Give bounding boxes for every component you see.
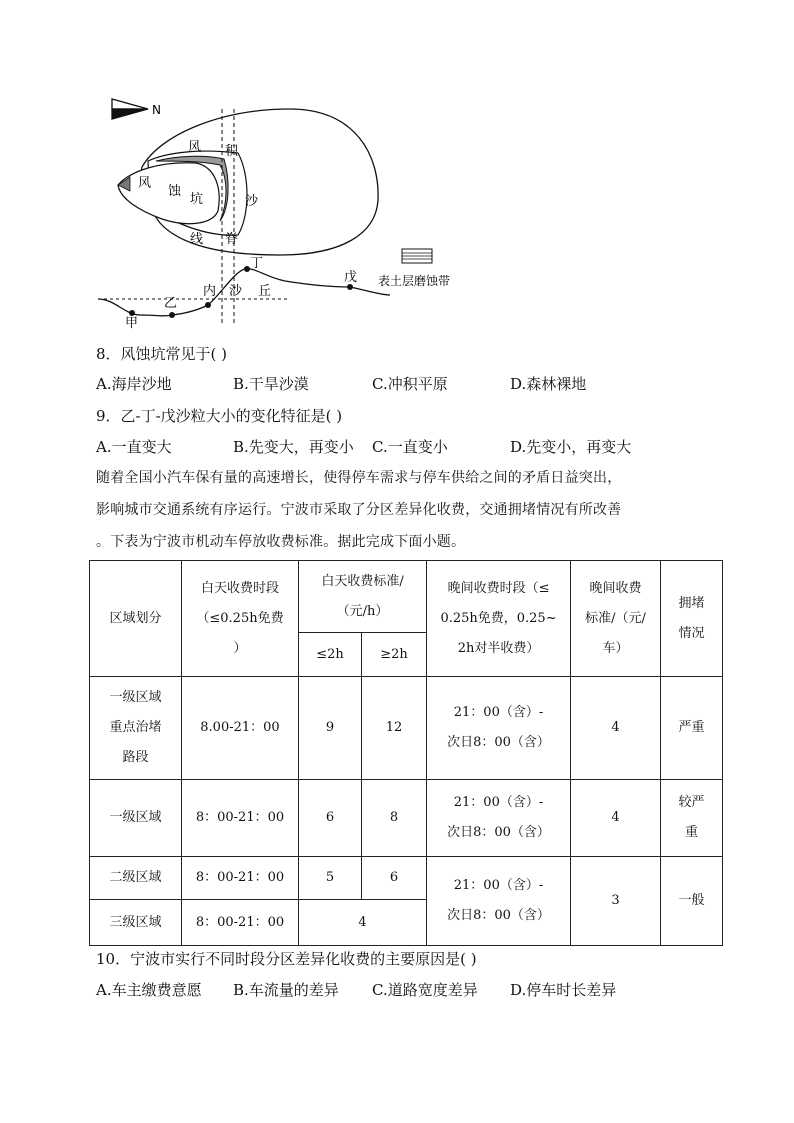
cell-day-std-merged: 4: [299, 900, 427, 946]
parking-fee-table: [89, 560, 723, 946]
cell-night-std: 4: [571, 677, 661, 780]
header-day-period: 白天收费时段 （≤0.25h免费 ）: [182, 561, 299, 677]
q10-option-a[interactable]: A.车主缴费意愿: [96, 981, 202, 999]
label-nei: 内: [203, 284, 217, 299]
label-ji: 积: [225, 144, 239, 159]
label-feng1: 风: [188, 140, 202, 155]
cell-day-period: 8：00-21：00: [182, 857, 299, 900]
cell-day-period: 8：00-21：00: [182, 900, 299, 946]
header-ge2: ≥2h: [362, 633, 427, 677]
q8-stem: 8．风蚀坑常见于( ): [96, 345, 228, 363]
label-wu: 戊: [344, 270, 358, 285]
cell-night-period: 21：00（含）- 次日8：00（含）: [427, 780, 571, 857]
q9-option-a[interactable]: A.一直变大: [96, 438, 172, 456]
cell-night-std: 4: [571, 780, 661, 857]
cell-night-std: 3: [571, 857, 661, 946]
label-feng2: 风: [138, 176, 152, 191]
header-day-std: 白天收费标准/ （元/h）: [299, 561, 427, 633]
q9-option-c[interactable]: C.一直变小: [372, 438, 448, 456]
cell-ge2: 12: [362, 677, 427, 780]
q8-option-a[interactable]: A.海岸沙地: [96, 375, 172, 393]
table-row: [90, 780, 723, 857]
north-arrow-icon: [112, 99, 148, 119]
label-yi: 乙: [164, 296, 178, 311]
table-row: [90, 857, 723, 900]
cell-day-period: 8：00-21：00: [182, 780, 299, 857]
q9-option-b[interactable]: B.先变大，再变小: [233, 438, 354, 456]
header-zone: 区域划分: [90, 561, 182, 677]
header-congestion: 拥堵 情况: [661, 561, 723, 677]
intro-line-3: 。下表为宁波市机动车停放收费标准。据此完成下面小题。: [96, 534, 466, 550]
q9-option-d[interactable]: D.先变小，再变大: [510, 438, 632, 456]
point-yi: [169, 312, 175, 318]
cell-zone: 一级区域 重点治堵 路段: [90, 677, 182, 780]
table-row: [90, 677, 723, 780]
cell-le2: 5: [299, 857, 362, 900]
q8-option-d[interactable]: D.森林裸地: [510, 375, 587, 393]
q8-option-c[interactable]: C.冲积平原: [372, 375, 448, 393]
label-shi: 蚀: [168, 184, 182, 199]
q10-option-d[interactable]: D.停车时长差异: [510, 981, 617, 999]
label-sha2: 沙: [229, 284, 243, 299]
cell-le2: 9: [299, 677, 362, 780]
header-night-std: 晚间收费 标准/（元/ 车）: [571, 561, 661, 677]
cell-le2: 6: [299, 780, 362, 857]
cell-congestion: 一般: [661, 857, 723, 946]
cell-night-period: 21：00（含）- 次日8：00（含）: [427, 857, 571, 946]
header-night-period: 晚间收费时段（≤ 0.25h免费，0.25~ 2h对半收费）: [427, 561, 571, 677]
cell-day-period: 8.00-21：00: [182, 677, 299, 780]
q10-option-b[interactable]: B.车流量的差异: [233, 981, 339, 999]
label-ji2: 脊: [225, 232, 239, 247]
header-le2: ≤2h: [299, 633, 362, 677]
label-xian: 线: [190, 232, 204, 247]
intro-line-2: 影响城市交通系统有序运行。宁波市采取了分区差异化收费，交通拥堵情况有所改善: [96, 502, 622, 518]
label-keng: 坑: [190, 192, 204, 207]
label-jia: 甲: [125, 316, 139, 331]
intro-line-1: 随着全国小汽车保有量的高速增长，使得停车需求与停车供给之间的矛盾日益突出，: [96, 470, 622, 486]
dune-figure: [90, 95, 490, 335]
label-ding: 丁: [250, 256, 264, 271]
cell-zone: 二级区域: [90, 857, 182, 900]
cell-congestion: 严重: [661, 677, 723, 780]
north-label: N: [152, 103, 161, 117]
cell-zone: 三级区域: [90, 900, 182, 946]
legend-label: 表土层磨蚀带: [378, 274, 451, 288]
cell-night-period: 21：00（含）- 次日8：00（含）: [427, 677, 571, 780]
q10-option-c[interactable]: C.道路宽度差异: [372, 981, 478, 999]
q10-stem: 10．宁波市实行不同时段分区差异化收费的主要原因是( ): [96, 950, 477, 968]
q8-option-b[interactable]: B.干旱沙漠: [233, 375, 309, 393]
q9-stem: 9．乙-丁-戊沙粒大小的变化特征是( ): [96, 407, 343, 425]
cell-zone: 一级区域: [90, 780, 182, 857]
cell-congestion: 较严 重: [661, 780, 723, 857]
legend-swatch-icon: [402, 249, 432, 263]
point-inner: [205, 302, 211, 308]
cell-ge2: 8: [362, 780, 427, 857]
cell-ge2: 6: [362, 857, 427, 900]
label-sha: 沙: [245, 194, 259, 209]
table-header-row: [90, 561, 723, 633]
label-qiu: 丘: [258, 284, 272, 299]
